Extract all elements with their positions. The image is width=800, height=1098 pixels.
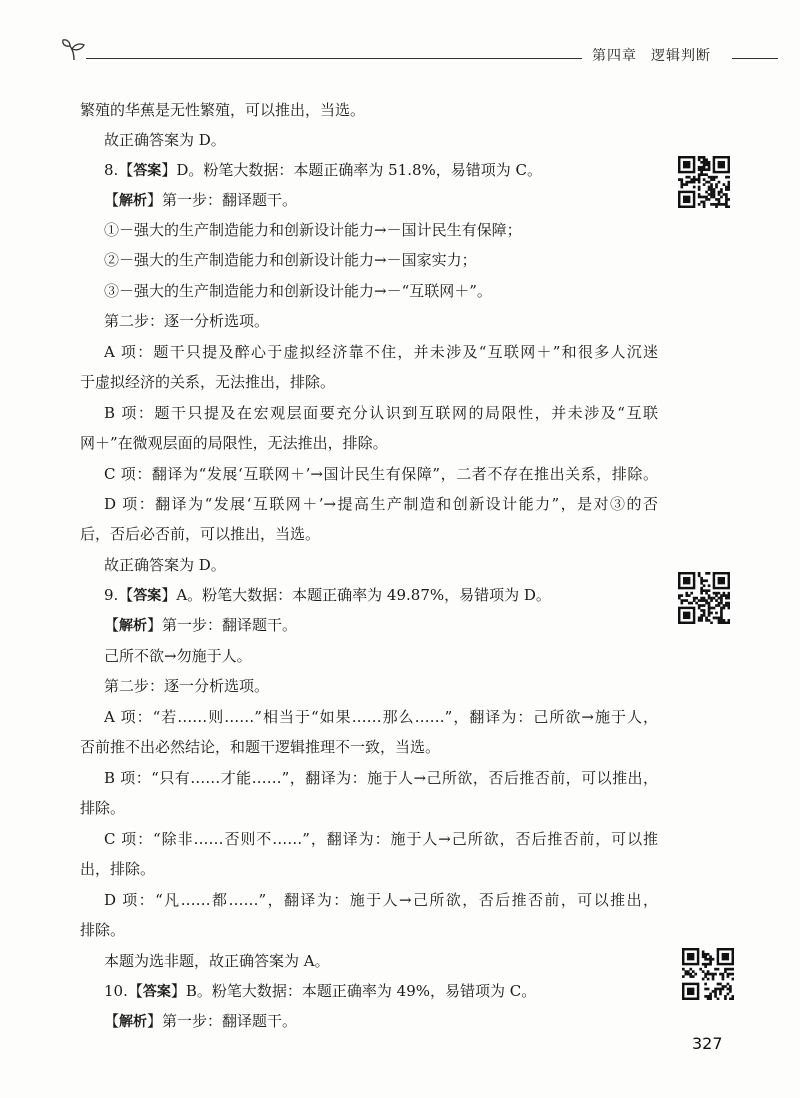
text-line: D 项：“凡……都……”，翻译为：施于人→己所欲，否后推否前，可以推出， [104, 891, 658, 909]
text-line: B 项：题干只提及在宏观层面要充分认识到互联网的局限性，并未涉及“互联 [104, 404, 658, 422]
text-line: 排除。 [80, 799, 126, 817]
text-line: 排除。 [80, 921, 126, 939]
text-line: 第二步：逐一分析选项。 [104, 312, 270, 330]
text-line: C 项：翻译为“发展‘互联网＋’→国计民生有保障”，二者不存在推出关系，排除。 [104, 465, 658, 483]
text-line: ②－强大的生产制造能力和创新设计能力→－国家实力； [104, 251, 477, 269]
analysis-heading-q8: 【解析】第一步：翻译题干。 [104, 191, 298, 209]
page-number: 327 [692, 1034, 723, 1053]
text-line: 网＋”在微观层面的局限性，无法推出，排除。 [80, 434, 388, 452]
text-line: 于虚拟经济的关系，无法推出，排除。 [80, 373, 336, 391]
qr-code-icon[interactable] [682, 948, 734, 1000]
answer-line-q9: 9.【答案】A。粉笔大数据：本题正确率为 49.87%，易错项为 D。 [104, 586, 551, 604]
text-line: 后，否后必否前，可以推出，当选。 [80, 525, 321, 543]
section-label: 逻辑判断 [651, 48, 711, 64]
answer-conclusion: 故正确答案为 D。 [104, 556, 226, 574]
answer-conclusion: 故正确答案为 D。 [104, 131, 226, 149]
qr-code-icon[interactable] [678, 156, 730, 208]
text-line: A 项：“若……则……”相当于“如果……那么……”，翻译为：己所欲→施于人， [104, 708, 658, 726]
text-line: A 项：题干只提及醉心于虚拟经济靠不住，并未涉及“互联网＋”和很多人沉迷 [104, 343, 658, 361]
analysis-heading-q9: 【解析】第一步：翻译题干。 [104, 616, 298, 634]
text-line: 己所不欲→勿施于人。 [104, 647, 252, 665]
answer-line-q8: 8.【答案】D。粉笔大数据：本题正确率为 51.8%，易错项为 C。 [104, 161, 543, 179]
answer-conclusion: 本题为选非题，故正确答案为 A。 [104, 952, 330, 970]
chapter-label: 第四章 [592, 48, 637, 64]
text-line: C 项：“除非……否则不……”，翻译为：施于人→己所欲，否后推否前，可以推 [104, 830, 658, 848]
text-line: B 项：“只有……才能……”，翻译为：施于人→己所欲，否后推否前，可以推出， [104, 769, 658, 787]
text-line: 繁殖的华蕉是无性繁殖，可以推出，当选。 [80, 101, 366, 119]
text-line: 第二步：逐一分析选项。 [104, 677, 270, 695]
text-line: 否前推不出必然结论，和题干逻辑推理不一致，当选。 [80, 738, 441, 756]
answer-line-q10: 10.【答案】B。粉笔大数据：本题正确率为 49%，易错项为 C。 [104, 982, 537, 1000]
text-line: 出，排除。 [80, 860, 156, 878]
text-line: ③－强大的生产制造能力和创新设计能力→－“互联网＋”。 [104, 282, 492, 300]
text-line: ①－强大的生产制造能力和创新设计能力→－国计民生有保障； [104, 221, 522, 239]
qr-code-icon[interactable] [678, 572, 730, 624]
text-line: D 项：翻译为“发展‘互联网＋’→提高生产制造和创新设计能力”，是对③的否 [104, 495, 658, 513]
analysis-heading-q10: 【解析】第一步：翻译题干。 [104, 1012, 298, 1030]
